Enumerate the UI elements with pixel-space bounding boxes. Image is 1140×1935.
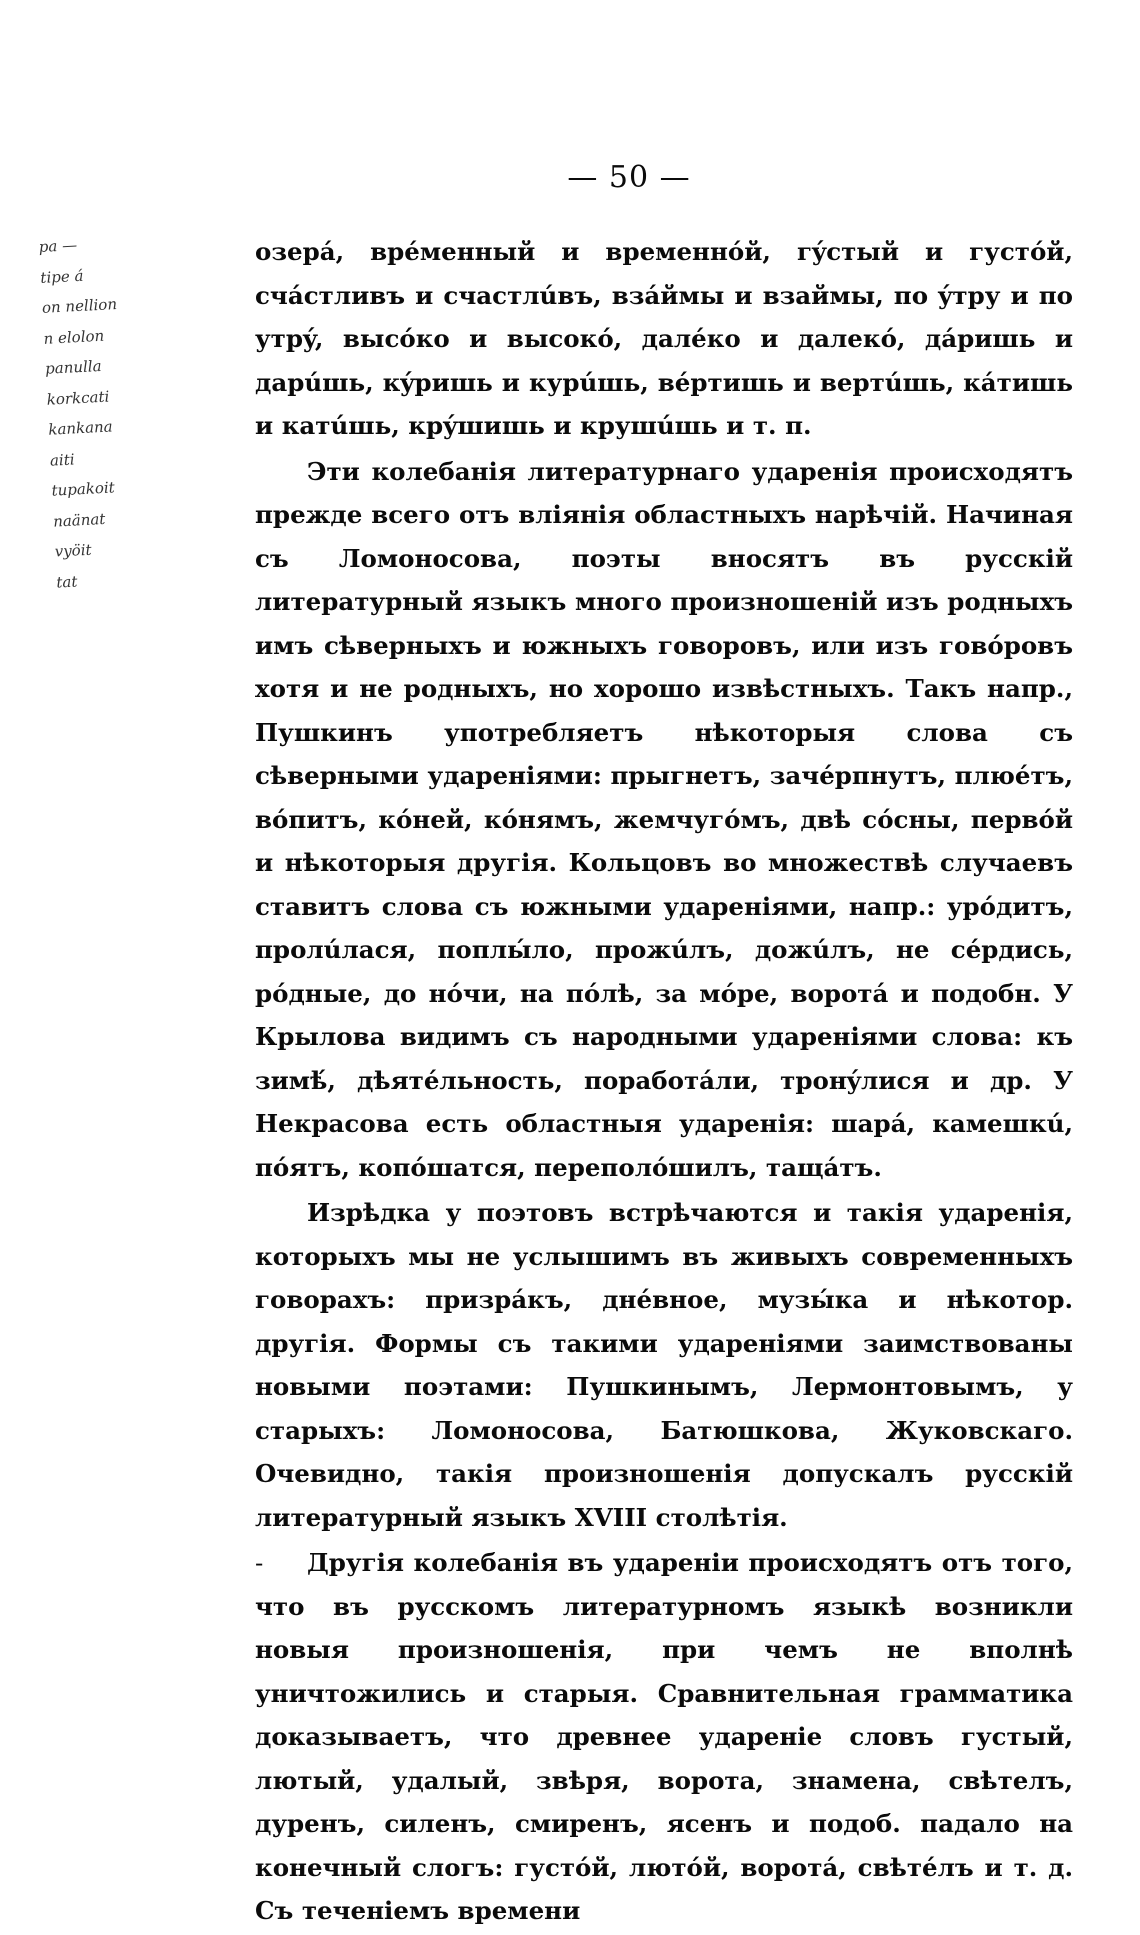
margin-note-line: on nellion: [41, 294, 118, 317]
margin-note-line: tipe á: [39, 266, 84, 287]
margin-note-line: tupakoit: [51, 478, 116, 500]
margin-note-line: kankana: [47, 417, 114, 439]
page-number: — 50 —: [567, 160, 691, 195]
paragraph-stress-examples: озерá, врéменный и временнóй, гýстый и густóй, счáстливъ и счастлúвъ, взáймы и взаймы, по ýтру и по утрý, высóко и высокó, далéко и далекó, дáришь и дарúшь, кýришь и курúшь, вéртишь и вертúшь, кáтишь и катúшь, крýшишь и крушúшь и т. п.: [255, 237, 1073, 440]
margin-note-line: korkcati: [46, 387, 110, 409]
paragraph-regional-dialects: Эти колебанія литературнаго ударенія происходятъ прежде всего отъ вліянія областныхъ нарѣчій. Начиная съ Ломоносова, поэты вносятъ въ русскій литературный языкъ много произношеній изъ родныхъ имъ сѣверныхъ и южныхъ говоровъ, или изъ говóровъ хотя и не родныхъ, но хорошо извѣстныхъ. Такъ напр., Пушкинъ употребляетъ нѣкоторыя слова съ сѣверными удареніями: прыгнетъ, зачéрпнутъ, плюéтъ, вóпитъ, кóней, кóнямъ, жемчугóмъ, двѣ сóсны, первóй и нѣкоторыя другія. Кольцовъ во множествѣ случаевъ ставитъ слова съ южными удареніями, напр.: урóдитъ, пролúлася, поплы́ло, прожúлъ, дожúлъ, не сéрдись, рóдные, до нóчи, на пóлѣ, за мóре, воротá и подобн. У Крылова видимъ съ народными удареніями слова: къ зимѣ́, дѣятéльность, поработáли, тронýлися и др. У Некрасова есть областныя ударенія: шарá, камешкú, пóятъ, копóшатся, переполóшилъ, тащáтъ.: [255, 456, 1073, 1182]
paragraph-archaic-stress: Изрѣдка у поэтовъ встрѣчаются и такія ударенія, которыхъ мы не услышимъ въ живыхъ современныхъ говорахъ: призрáкъ, днéвное, музы́ка и нѣкотор. другія. Формы съ такими удареніями заимствованы новыми поэтами: Пушкинымъ, Лермонтовымъ, у старыхъ: Ломоносова, Батюшкова, Жуковскаго. Очевидно, такія произношенія допускалъ русскій литературный языкъ XVIII столѣтія.: [255, 1198, 1073, 1532]
margin-note-line: aiti: [49, 449, 75, 470]
handwritten-margin-notes: [38, 224, 207, 597]
margin-note-line: n elolon: [43, 326, 105, 348]
main-text-block: [255, 230, 1073, 1935]
margin-note-line: tat: [55, 571, 78, 592]
paragraph-historical-stress: [255, 1541, 1073, 1933]
margin-note-line: naänat: [52, 509, 106, 531]
margin-dash-mark: -: [255, 1548, 264, 1577]
margin-note-line: vyöit: [54, 540, 92, 561]
margin-note-line: panulla: [44, 356, 102, 378]
paragraph-text: Другія колебанія въ удареніи происходятъ отъ того, что въ русскомъ литературномъ языкѣ возникли новыя произношенія, при чемъ не вполнѣ уничтожились и старыя. Сравнительная грамматика доказываетъ, что древнее удареніе словъ густый, лютый, удалый, звѣря, ворота, знамена, свѣтелъ, дуренъ, силенъ, смиренъ, ясенъ и подоб. падало на конечный слогъ: густóй, лютóй, воротá, свѣтéлъ и т. д. Съ теченіемъ времени: [255, 1548, 1073, 1925]
margin-note-line: ра —: [38, 235, 78, 256]
